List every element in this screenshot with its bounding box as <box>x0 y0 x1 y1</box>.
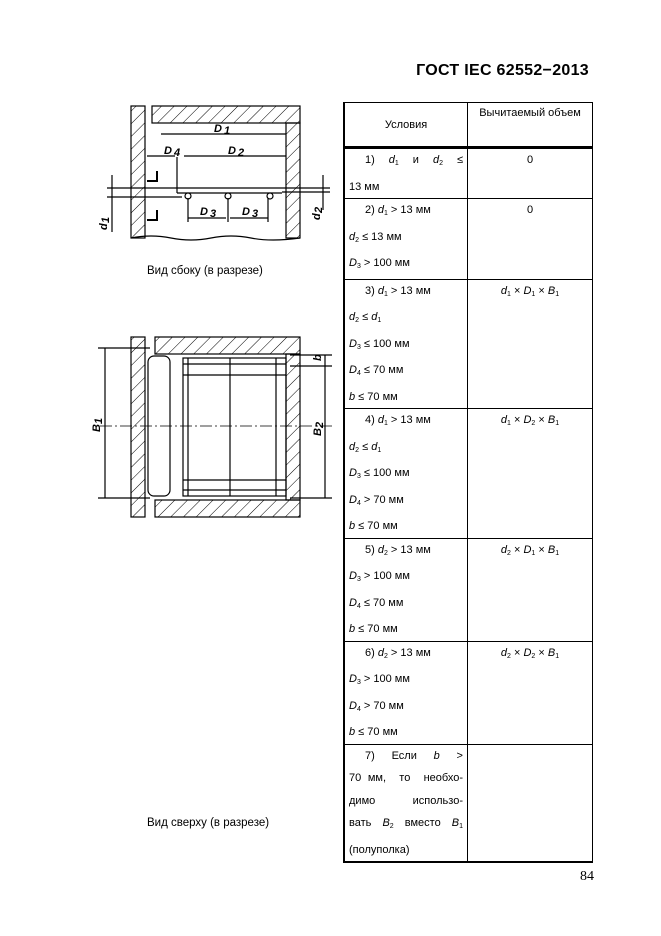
subscript: 1 <box>531 549 536 557</box>
condition-cell <box>344 538 468 641</box>
subscript: 1 <box>383 210 388 217</box>
condition-line <box>349 812 463 839</box>
text: 7) Если <box>365 749 434 762</box>
variable: B <box>382 817 390 829</box>
variable: d <box>432 154 440 166</box>
volume-cell <box>468 744 593 862</box>
subscript: 4 <box>356 370 361 377</box>
variable: d <box>500 414 507 426</box>
subscript: 2 <box>507 549 511 557</box>
condition-line <box>349 790 463 813</box>
variable: D <box>349 493 357 506</box>
condition-line <box>349 839 463 862</box>
volume-cell <box>468 199 593 280</box>
condition-cell <box>344 409 468 539</box>
top-view-drawing <box>98 337 335 517</box>
text: > 13 мм <box>387 543 431 556</box>
subscript: 3 <box>356 576 361 583</box>
text: 13 мм <box>349 180 380 193</box>
condition-line <box>349 745 463 768</box>
volume-cell <box>468 279 593 409</box>
variable: D <box>349 337 357 350</box>
subscript: 3 <box>356 263 361 270</box>
text: > 13 мм <box>387 646 431 659</box>
text: ≤ 70 мм <box>355 726 398 738</box>
table-row <box>344 744 593 862</box>
variable: B <box>547 543 556 556</box>
condition-line <box>349 333 463 360</box>
condition-line <box>349 515 463 538</box>
condition-line <box>349 668 463 695</box>
text: ≤ <box>442 154 463 166</box>
condition-cell <box>344 148 468 199</box>
condition-line <box>349 176 463 199</box>
variable: d <box>377 284 384 297</box>
table-row <box>344 538 593 641</box>
variable: d <box>500 284 507 297</box>
subscript: 4 <box>356 499 361 507</box>
condition-line <box>349 359 463 386</box>
table-row <box>344 148 593 199</box>
condition-cell <box>344 279 468 409</box>
variable: D <box>349 364 357 376</box>
subscript: 1 <box>555 549 560 557</box>
subscript: 2 <box>383 549 388 557</box>
text: ≤ 70 мм <box>355 390 398 403</box>
subscript: 1 <box>555 420 560 427</box>
variable: b <box>349 390 356 403</box>
text: × <box>535 543 548 556</box>
text: 0 <box>526 154 534 166</box>
svg-text:D: D <box>164 145 172 157</box>
text: ≤ 13 мм <box>359 230 402 243</box>
variable: d <box>500 646 507 659</box>
condition-line <box>349 618 463 641</box>
svg-text:d: d <box>98 223 110 230</box>
subscript: 2 <box>439 160 443 167</box>
subscript: 3 <box>356 343 361 351</box>
variable: d <box>371 311 378 323</box>
text: × <box>535 284 548 297</box>
subscript: 2 <box>355 317 360 324</box>
variable: D <box>523 646 532 659</box>
page-number: 84 <box>580 869 594 884</box>
table-row <box>344 279 593 409</box>
subscript: 2 <box>355 236 360 244</box>
text: ≤ <box>359 440 372 453</box>
header-subtracted-volume: Вычитаемый объем <box>468 103 593 148</box>
variable: D <box>523 543 532 556</box>
text: > 13 мм <box>387 284 431 297</box>
text: ≤ <box>359 311 372 323</box>
text: > 100 мм <box>360 257 410 269</box>
variable: D <box>349 596 357 609</box>
text: ≤ 70 мм <box>355 520 398 532</box>
subscript: 1 <box>377 446 382 454</box>
condition-line <box>349 565 463 592</box>
subscript: 1 <box>377 317 382 324</box>
table-row <box>344 641 593 744</box>
condition-line <box>349 462 463 489</box>
subscript: 2 <box>383 652 388 660</box>
condition-line <box>349 252 463 279</box>
subscript: 2 <box>507 652 511 660</box>
svg-text:2: 2 <box>314 421 326 428</box>
condition-line <box>349 642 463 669</box>
subscript: 2 <box>531 652 536 660</box>
variable: B <box>547 646 556 659</box>
text: 6) <box>365 646 378 659</box>
variable: D <box>349 257 357 269</box>
condition-line <box>349 199 463 226</box>
subscript: 2 <box>355 446 360 454</box>
svg-text:2: 2 <box>238 147 245 159</box>
subscript: 1 <box>507 290 511 298</box>
variable: d <box>349 440 356 453</box>
text: × <box>535 646 548 659</box>
subscript: 1 <box>383 420 388 427</box>
text: × <box>510 284 524 297</box>
text: 0 <box>526 204 534 216</box>
svg-text:1: 1 <box>93 417 105 424</box>
variable: B <box>547 284 556 297</box>
variable: d <box>377 204 384 216</box>
svg-text:D: D <box>214 123 222 135</box>
subscript: 2 <box>389 823 394 830</box>
text: ≤ 100 мм <box>360 337 410 350</box>
subscript: 1 <box>555 290 560 298</box>
text: ≤ 100 мм <box>360 467 410 479</box>
text: > 100 мм <box>360 673 410 685</box>
svg-text:B: B <box>312 428 324 436</box>
condition-line <box>349 489 463 516</box>
text: 70 мм, то необхо- <box>349 772 463 784</box>
condition-line <box>349 280 463 307</box>
variable: d <box>500 543 507 556</box>
variable: D <box>349 467 357 479</box>
variable: B <box>451 817 460 829</box>
text: × <box>510 646 524 659</box>
condition-cell <box>344 641 468 744</box>
condition-line <box>349 306 463 333</box>
text: 1) <box>365 154 389 166</box>
side-view-caption: Вид сбоку (в разрезе) <box>147 265 263 277</box>
text: ≤ 70 мм <box>360 596 404 609</box>
variable: d <box>377 414 384 426</box>
variable: D <box>523 284 532 297</box>
variable: b <box>349 520 356 532</box>
subscript: 1 <box>531 290 536 298</box>
volume-cell <box>468 538 593 641</box>
variable: d <box>388 154 395 166</box>
variable: d <box>377 646 384 659</box>
condition-line <box>349 226 463 253</box>
condition-line <box>349 436 463 463</box>
subscript: 1 <box>555 652 560 660</box>
variable: B <box>547 414 556 426</box>
svg-text:4: 4 <box>174 147 181 159</box>
variable: d <box>377 543 384 556</box>
variable: D <box>349 673 357 685</box>
subscript: 1 <box>383 290 388 298</box>
subscript: 4 <box>356 705 361 713</box>
variable: d <box>371 440 378 453</box>
svg-text:1: 1 <box>224 125 231 137</box>
text: > 13 мм <box>387 414 431 426</box>
text: × <box>510 543 524 556</box>
condition-line <box>349 539 463 566</box>
svg-text:3: 3 <box>252 208 259 220</box>
text: > 13 мм <box>387 204 431 216</box>
subscript: 2 <box>531 420 536 427</box>
text: 3) <box>365 284 378 297</box>
svg-text:3: 3 <box>210 208 217 220</box>
document-header: ГОСТ IEC 62552−2013 <box>416 62 589 79</box>
condition-line <box>349 721 463 744</box>
variable: b <box>349 623 356 635</box>
text: > <box>439 749 463 762</box>
text: > 100 мм <box>360 570 410 582</box>
text: > 70 мм <box>360 699 404 712</box>
condition-cell <box>344 199 468 280</box>
text: × <box>510 414 524 426</box>
condition-line <box>349 592 463 619</box>
text: (полуполка) <box>349 843 410 856</box>
variable: D <box>349 570 357 582</box>
text: 5) <box>365 543 378 556</box>
condition-line <box>349 386 463 409</box>
table-row <box>344 409 593 539</box>
condition-line <box>349 767 463 790</box>
variable: D <box>523 414 532 426</box>
text: ≤ 70 мм <box>360 364 404 376</box>
text: × <box>535 414 548 426</box>
header-conditions: Условия <box>344 103 468 148</box>
text: 4) <box>365 414 378 426</box>
text: вместо <box>393 817 452 829</box>
table-header-row <box>344 103 593 148</box>
text: 2) <box>365 204 378 216</box>
text: и <box>398 154 433 166</box>
svg-text:1: 1 <box>100 216 112 223</box>
variable: b <box>349 726 356 738</box>
text: вать <box>349 817 383 829</box>
volume-cell <box>468 409 593 539</box>
svg-text:D: D <box>242 206 250 218</box>
text: димо использо- <box>349 794 463 807</box>
variable: d <box>349 311 356 323</box>
top-view-caption: Вид сверху (в разрезе) <box>147 817 270 829</box>
volume-cell <box>468 641 593 744</box>
condition-line <box>349 695 463 722</box>
table-row <box>344 199 593 280</box>
variable: d <box>349 230 356 243</box>
subscript: 1 <box>507 420 511 427</box>
svg-text:2: 2 <box>313 206 325 213</box>
condition-line <box>349 409 463 436</box>
subscript: 3 <box>356 679 361 686</box>
text: ≤ 70 мм <box>355 623 398 635</box>
subscript: 4 <box>356 602 361 610</box>
svg-text:D: D <box>228 145 236 157</box>
volume-cell <box>468 148 593 199</box>
svg-text:d: d <box>311 213 323 220</box>
subscript: 1 <box>394 160 399 167</box>
text: > 70 мм <box>360 493 404 506</box>
subscript: 3 <box>356 473 361 480</box>
svg-text:b: b <box>312 354 324 361</box>
subscript: 1 <box>459 823 464 830</box>
condition-cell <box>344 744 468 862</box>
variable: b <box>433 749 440 762</box>
variable: D <box>349 699 357 712</box>
conditions-table <box>343 102 593 863</box>
svg-text:B: B <box>91 424 103 432</box>
condition-line <box>349 149 463 176</box>
svg-text:D: D <box>200 206 208 218</box>
